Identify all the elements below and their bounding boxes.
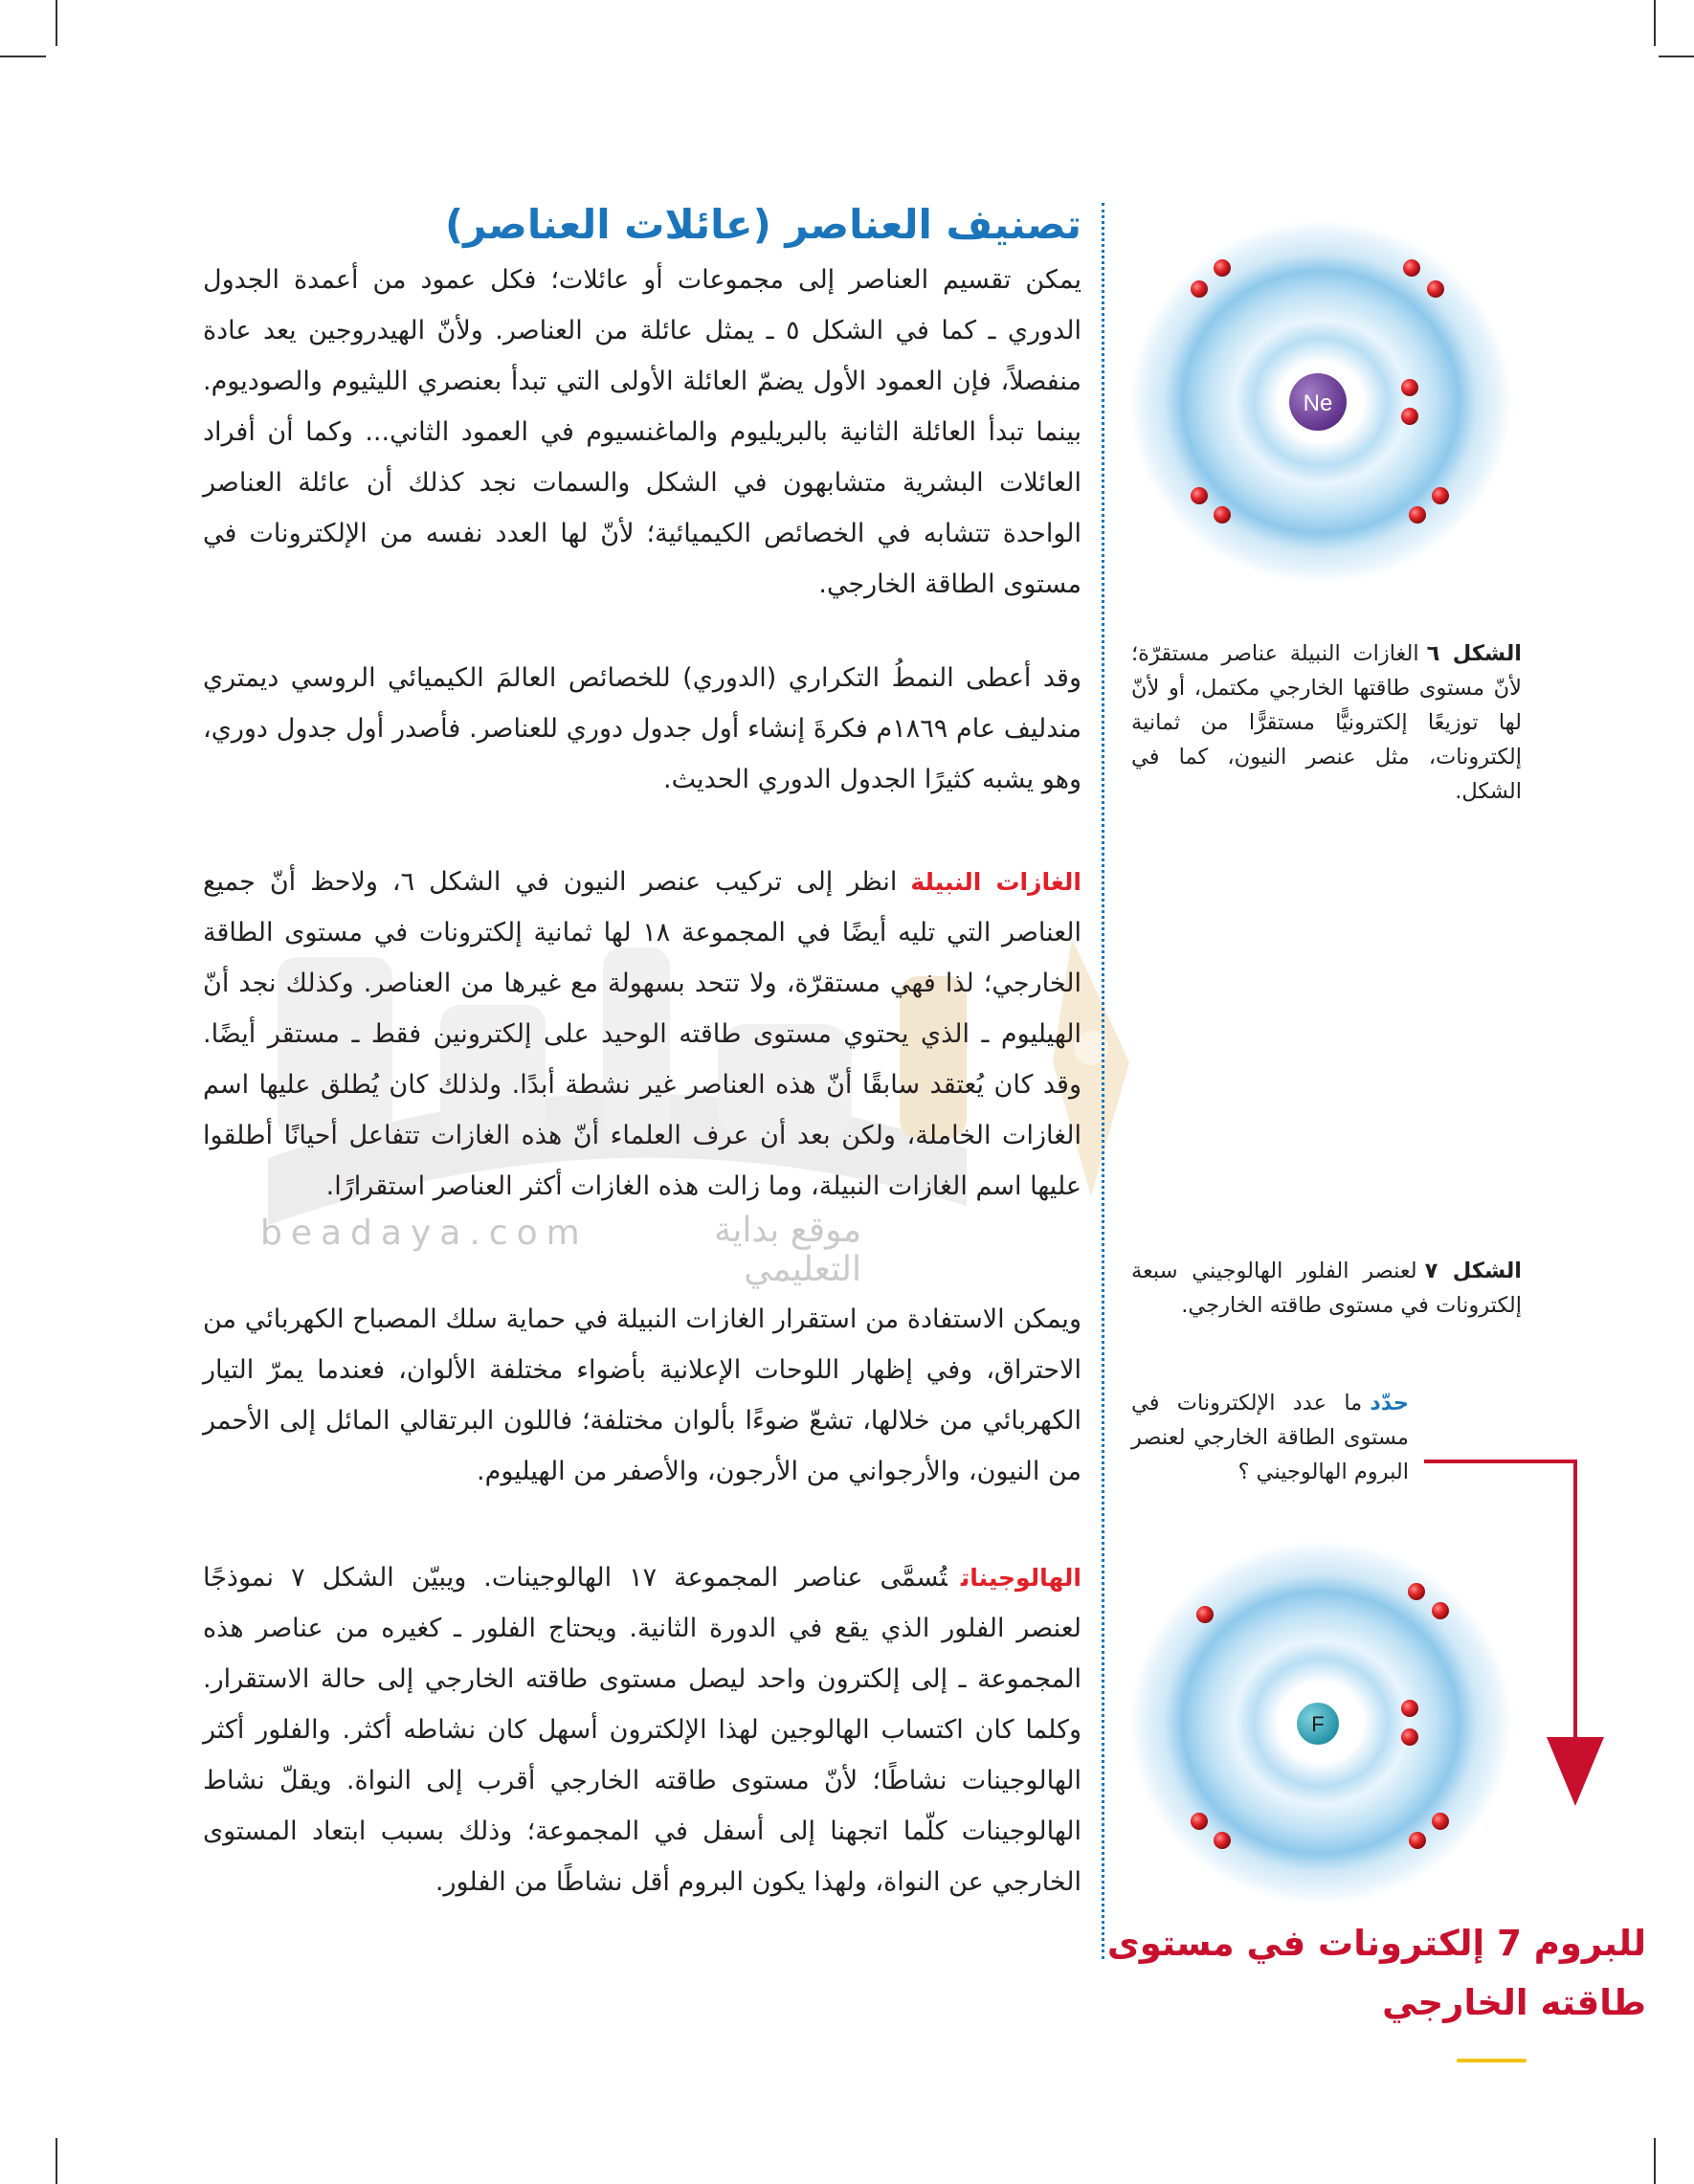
crop-mark bbox=[1654, 0, 1656, 46]
figure-6-label: الشكل ٦ bbox=[1426, 641, 1522, 666]
electron bbox=[1401, 379, 1418, 396]
neon-atom-diagram bbox=[1125, 220, 1517, 593]
noble-gases-text-2: ويمكن الاستفادة من استقرار الغازات النبيلة في حماية سلك المصباح الكهربائي من الاحتراق، وفي إظهار اللوحات الإعلانية بأضواء مختلفة الألوان، فعندما يمرّ التيار الكهربائي من خلالها، تشعّ ضوءًا بألوان مختلفة؛ فاللون البرتقالي المائل إلى الأحمر من النيون، والأرجواني من الأرجون، والأصفر من الهيليوم. bbox=[203, 1304, 1081, 1486]
halogens-keyword: الهالوجينات bbox=[960, 1564, 1081, 1592]
page-number-bar bbox=[1457, 2059, 1527, 2062]
halogens-text: تُسمَّى عناصر المجموعة ١٧ الهالوجينات. ويبيّن الشكل ٧ نموذجًا لعنصر الفلور الذي يقع في الدورة الثانية. ويحتاج الفلور ـ كغيره من عناصر هذه المجموعة ـ إلى إلكترون واحد ليصل مستوى طاقته الخارجي إلى حالة الاستقرار. وكلما كان اكتساب الهالوجين لهذا الإلكترون أسهل كان نشاطه أكثر. والفلور أكثر الهالوجينات نشاطًا؛ لأنّ مستوى طاقته الخارجي أقرب إلى النواة. ويقلّ نشاط الهالوجينات كلّما اتجهنا إلى أسفل في المجموعة؛ وذلك بسبب ابتعاد المستوى الخارجي عن النواة، ولهذا يكون البروم أقل نشاطًا من الفلور. bbox=[203, 1563, 1081, 1897]
watermark-latin: beadaya.com bbox=[260, 1214, 589, 1253]
electron bbox=[1214, 1832, 1231, 1849]
fluorine-atom-diagram bbox=[1125, 1536, 1517, 1909]
electron bbox=[1191, 1813, 1208, 1830]
electron bbox=[1191, 487, 1208, 504]
figure-6-caption bbox=[1131, 636, 1522, 809]
electron bbox=[1432, 1602, 1449, 1619]
electron bbox=[1427, 280, 1444, 298]
nucleus-symbol: F bbox=[1311, 1712, 1325, 1736]
electron bbox=[1401, 1700, 1418, 1717]
crop-mark bbox=[0, 56, 46, 57]
electron bbox=[1191, 280, 1208, 298]
electron bbox=[1196, 1606, 1214, 1623]
electron bbox=[1401, 408, 1418, 425]
electron bbox=[1409, 1832, 1426, 1849]
electron bbox=[1409, 506, 1426, 524]
noble-gases-text-1: انظر إلى تركيب عنصر النيون في الشكل ٦، ولاحظ أنّ جميع العناصر التي تليه أيضًا في المجموعة ١٨ لها ثمانية إلكترونات في مستوى الطاقة الخارجي؛ لذا فهي مستقرّة، ولا تتحد بسهولة مع غيرها من العناصر. وكذلك نجد أنّ الهيليوم ـ الذي يحتوي مستوى طاقته الوحيد على إلكترونين فقط ـ مستقر أيضًا. وقد كان يُعتقد سابقًا أنّ هذه العناصر غير نشطة أبدًا. ولذلك كان يُطلق عليها اسم الغازات الخاملة، ولكن بعد أن عرف العلماء أنّ هذه الغازات تتفاعل أحيانًا أطلقوا عليها اسم الغازات النبيلة، وما زالت هذه الغازات أكثر العناصر استقرارًا. bbox=[203, 867, 1082, 1201]
crop-mark bbox=[1654, 2138, 1656, 2184]
figure-7-question-verb: حدّد bbox=[1370, 1391, 1409, 1415]
electron bbox=[1432, 1813, 1449, 1830]
column-divider bbox=[1102, 203, 1104, 1959]
answer-text: للبروم 7 إلكترونات في مستوى طاقته الخارجي bbox=[1106, 1923, 1646, 2023]
page-title: تصنيف العناصر (عائلات العناصر) bbox=[444, 201, 1081, 248]
figure-7-text: لعنصر الفلور الهالوجيني سبعة إلكترونات في مستوى طاقته الخارجي. bbox=[1131, 1259, 1522, 1318]
noble-gases-paragraph-2 bbox=[203, 1294, 1081, 1497]
intro-paragraph-1 bbox=[203, 255, 1081, 610]
figure-7-label: الشكل ٧ bbox=[1424, 1259, 1523, 1283]
figure-6-text: الغازات النبيلة عناصر مستقرّة؛ لأنّ مستوى طاقتها الخارجي مكتمل، أو لأنّ لها توزيعًا إلكترونيًّا مستقرًّا من ثمانية إلكترونات، مثل عنصر النيون، كما في الشكل. bbox=[1131, 641, 1522, 804]
electron bbox=[1214, 506, 1231, 524]
nucleus-symbol: Ne bbox=[1303, 390, 1333, 416]
electron bbox=[1214, 259, 1231, 277]
crop-mark bbox=[56, 2138, 57, 2184]
intro-text-1: يمكن تقسيم العناصر إلى مجموعات أو عائلات؛ فكل عمود من أعمدة الجدول الدوري ـ كما في الشكل ٥ ـ يمثل عائلة من العناصر. ولأنّ الهيدروجين يعد عادة منفصلاً، فإن العمود الأول يضمّ العائلة الأولى التي تبدأ بعنصري الليثيوم والصوديوم. بينما تبدأ العائلة الثانية بالبريليوم والماغنسيوم في العمود الثاني... وكما أن أفراد العائلات البشرية متشابهون في الشكل والسمات نجد كذلك أن عائلة العناصر الواحدة تتشابه في الخصائص الكيميائية؛ لأنّ لها العدد نفسه من الإلكترونات في مستوى الطاقة الخارجي. bbox=[203, 265, 1081, 599]
electron bbox=[1403, 259, 1420, 277]
figure-7-caption bbox=[1131, 1254, 1522, 1323]
noble-gases-section bbox=[203, 857, 1081, 1212]
intro-paragraph-2 bbox=[203, 653, 1081, 805]
crop-mark bbox=[56, 0, 57, 46]
halogens-section bbox=[203, 1552, 1081, 1907]
electron bbox=[1408, 1583, 1425, 1600]
electron bbox=[1432, 487, 1449, 504]
figure-7-question bbox=[1131, 1386, 1409, 1489]
crop-mark bbox=[1659, 56, 1694, 57]
electron bbox=[1401, 1728, 1418, 1746]
noble-gases-keyword: الغازات النبيلة bbox=[910, 868, 1081, 896]
watermark-arabic: موقع بداية التعليمي bbox=[714, 1211, 861, 1289]
figure-7-question-text: ما عدد الإلكترونات في مستوى الطاقة الخارجي لعنصر البروم الهالوجيني ؟ bbox=[1131, 1391, 1409, 1484]
intro-text-2: وقد أعطى النمطُ التكراري (الدوري) للخصائص العالمَ الكيميائي الروسي ديمتري مندليف عام ١٨٦٩م فكرةَ إنشاء أول جدول دوري للعناصر. فأصدر أول جدول دوري، وهو يشبه كثيرًا الجدول الدوري الحديث. bbox=[203, 663, 1081, 794]
